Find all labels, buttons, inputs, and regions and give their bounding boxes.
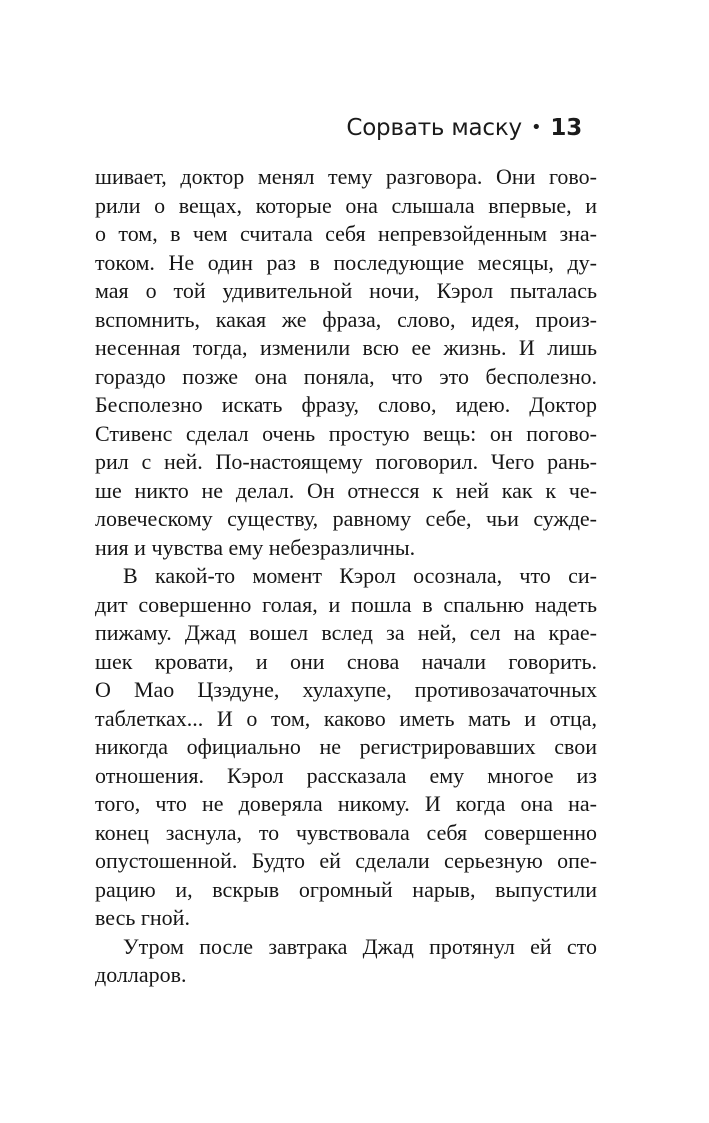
text-line: мая о той удивительной ночи, Кэрол пыталась [95, 278, 597, 303]
text-line: рил с ней. По-настоящему поговорил. Чего рань- [95, 449, 597, 474]
text-line: шивает, доктор менял тему разговора. Они гово- [95, 164, 597, 189]
text-line: шек кровати, и они снова начали говорить. [95, 648, 597, 674]
text-line: Бесполезно искать фразу, слово, идею. Доктор [95, 392, 597, 417]
text-line: В какой-то момент Кэрол осознала, что си- [123, 563, 597, 588]
text-line: ше никто не делал. Он отнесся к ней как к че- [95, 477, 597, 503]
text-line: долларов. [95, 962, 187, 987]
text-line: никогда официально не регистрировавших свои [95, 734, 597, 759]
text-block [95, 163, 597, 990]
text-line: током. Не один раз в последующие месяцы, ду- [95, 249, 597, 275]
paragraph [95, 562, 597, 933]
text-line: вспомнить, какая же фраза, слово, идея, произ- [95, 306, 597, 332]
text-line: Утром после завтрака Джад протянул ей сто [123, 933, 597, 959]
text-line: пижаму. Джад вошел вслед за ней, сел на крае- [95, 620, 597, 645]
text-line: О Мао Цзэдуне, хулахупе, противозачаточных [95, 677, 597, 702]
text-line: несенная тогда, изменили всю ее жизнь. И лишь [95, 335, 597, 360]
running-title: Сорвать маску [346, 115, 522, 141]
text-line: о том, в чем считала себя непревзойденным зна- [95, 221, 597, 246]
text-line: рили о вещах, которые она слышала впервые, и [95, 192, 597, 218]
text-line: дит совершенно голая, и пошла в спальню надеть [95, 591, 597, 617]
running-header [346, 114, 582, 142]
text-line: Стивенс сделал очень простую вещь: он погово- [95, 420, 597, 446]
text-line: ловеческому существу, равному себе, чьи сужде- [95, 506, 597, 531]
text-line: опустошенной. Будто ей сделали серьезную опе- [95, 848, 597, 873]
paragraph [95, 163, 597, 562]
paragraph [95, 933, 597, 990]
bullet-separator-icon: • [530, 117, 542, 138]
text-line: ния и чувства ему небезразличны. [95, 534, 416, 560]
text-line: весь гной. [95, 905, 190, 930]
text-line: рацию и, вскрыв огромный нарыв, выпустили [95, 876, 597, 902]
page-number: 13 [550, 115, 582, 141]
text-line: отношения. Кэрол рассказала ему многое из [95, 762, 597, 788]
text-line: гораздо позже она поняла, что это бесполезно. [95, 363, 597, 389]
text-line: таблетках... И о том, каково иметь мать и отца, [95, 705, 597, 731]
text-line: конец заснула, то чувствовала себя совершенно [95, 819, 597, 845]
text-line: того, что не доверяла никому. И когда она на- [95, 791, 597, 816]
